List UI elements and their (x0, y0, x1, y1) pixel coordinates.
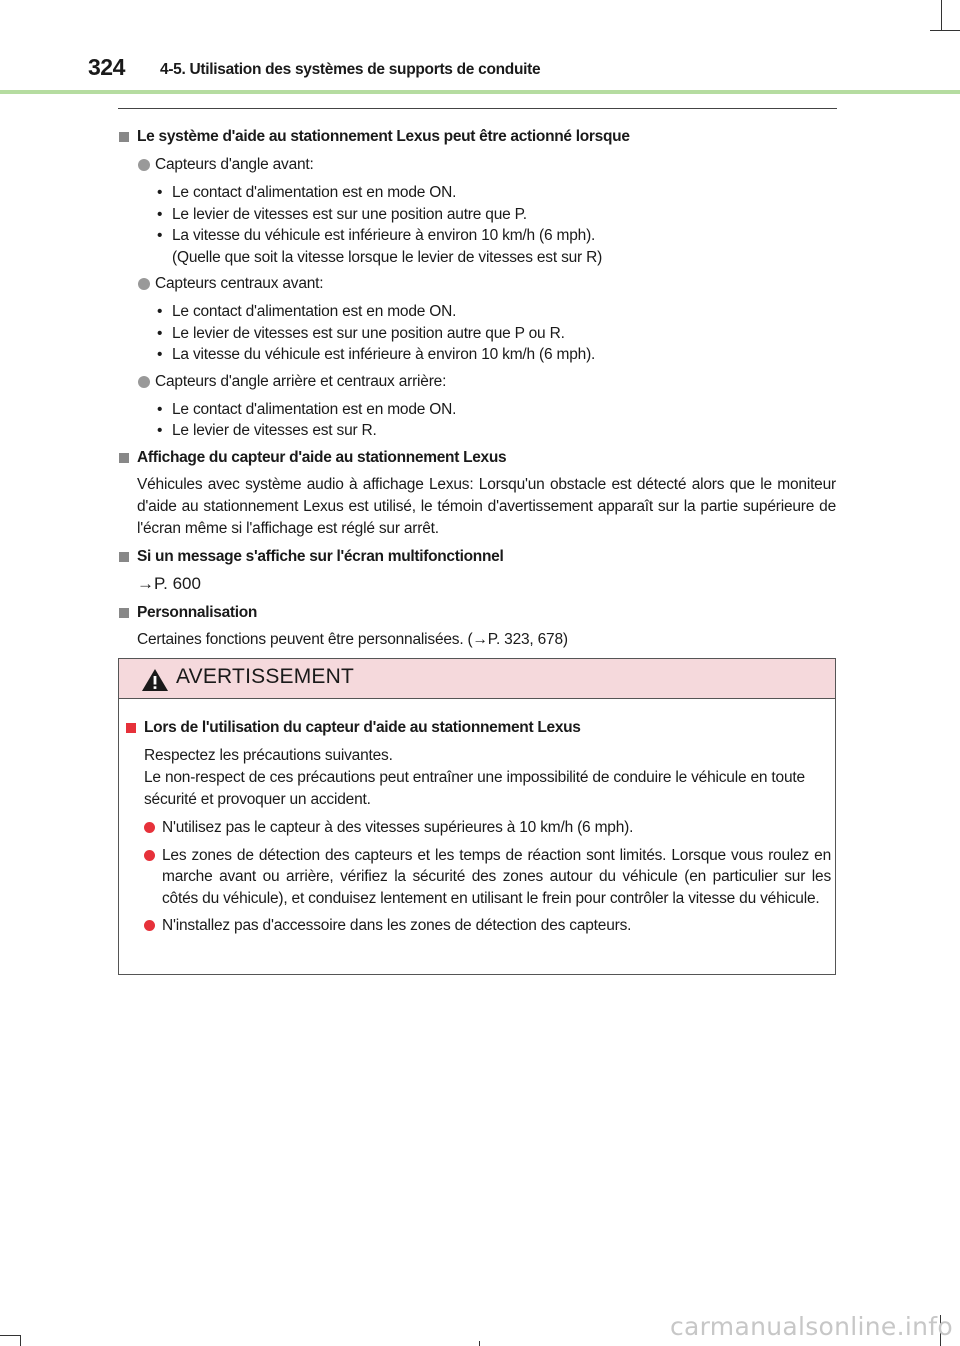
list-item: • La vitesse du véhicule est inférieure à environ 10 km/h (6 mph). (155, 344, 836, 366)
warning-triangle-icon (141, 668, 169, 692)
list-item: • Le contact d'alimentation est en mode ON. (155, 182, 836, 204)
content-top-rule (118, 108, 837, 109)
warning-item: N'installez pas d'accessoire dans les zones de détection des capteurs. (125, 915, 831, 937)
sub-label: Capteurs centraux avant: (155, 275, 324, 292)
bullet-icon: • (157, 346, 163, 363)
list-item: • Le levier de vitesses est sur une position autre que P ou R. (155, 323, 836, 345)
bullet-icon: • (157, 303, 163, 320)
section-paragraph: Certaines fonctions peuvent être personnalisées. (→P. 323, 678) (137, 630, 568, 648)
section-square-icon (119, 132, 129, 142)
crop-mark (0, 1335, 20, 1336)
watermark: carmanualsonline.info (670, 1312, 953, 1341)
list-item: • Le contact d'alimentation est en mode ON. (155, 399, 836, 421)
section-heading (118, 544, 836, 570)
warning-body (125, 715, 831, 943)
section-heading (118, 445, 836, 471)
bullet-icon: • (157, 422, 163, 439)
list-item: • Le levier de vitesses est sur une position autre que P. (155, 204, 836, 226)
red-square-icon (126, 723, 136, 733)
bullet-circle-icon (138, 278, 150, 290)
list-item: • Le contact d'alimentation est en mode ON. (155, 301, 836, 323)
sub-heading (118, 152, 836, 178)
condition-list (118, 182, 836, 268)
warning-header (119, 659, 835, 699)
crop-mark (941, 0, 942, 30)
sub-label: Capteurs d'angle avant: (155, 156, 314, 173)
warning-intro-line: Respectez les précautions suivantes. (144, 747, 393, 764)
red-bullet-icon (144, 920, 155, 931)
red-bullet-icon (144, 822, 155, 833)
warning-section-title: Lors de l'utilisation du capteur d'aide au stationnement Lexus (144, 719, 581, 736)
condition-list (118, 301, 836, 366)
section-heading (118, 124, 836, 150)
bullet-circle-icon (138, 159, 150, 171)
list-item: • Le levier de vitesses est sur R. (155, 420, 836, 442)
bullet-icon: • (157, 227, 163, 244)
section-title: Personnalisation (137, 603, 258, 621)
list-item-continuation: (Quelle que soit la vitesse lorsque le levier de vitesses est sur R) (172, 248, 603, 266)
page-content (118, 122, 836, 655)
sub-label: Capteurs d'angle arrière et centraux arrière: (155, 372, 447, 390)
section-paragraph: Véhicules avec système audio à affichage Lexus: Lorsqu'un obstacle est détecté alors que le moniteur d'aide au stationnement Lexus est utilisé, le témoin d'avertissement apparaît sur la partie supérieure de l'écran même si l'affichage est réglé sur arrêt. (137, 475, 836, 537)
warning-title: AVERTISSEMENT (176, 665, 355, 688)
bullet-circle-icon (138, 376, 150, 388)
crop-mark (930, 30, 960, 31)
section-square-icon (119, 552, 129, 562)
list-item: • La vitesse du véhicule est inférieure à environ 10 km/h (6 mph). (Quelle que soit la vitesse lorsque le levier de vitesses est sur R) (155, 225, 836, 268)
crop-mark (479, 1341, 480, 1346)
warning-section-heading (125, 715, 831, 741)
warning-item: N'utilisez pas le capteur à des vitesses supérieures à 10 km/h (6 mph). (125, 817, 831, 839)
warning-intro-line: Le non-respect de ces précautions peut entraîner une impossibilité de conduire le véhicule en toute sécurité et provoquer un accident. (144, 769, 805, 808)
red-bullet-icon (144, 850, 155, 861)
page-header (0, 0, 960, 96)
warning-intro (125, 745, 831, 811)
bullet-icon: • (157, 205, 163, 223)
warning-item: Les zones de détection des capteurs et les temps de réaction sont limités. Lorsque vous roulez en marche avant ou arrière, vérifiez la sécurité des zones autour du véhicule (en particulier sur les côtés du véhicule), et conduisez lentement en utilisant le frein pour contrôler la vitesse du véhicule. (125, 845, 831, 910)
bullet-icon: • (157, 400, 163, 418)
section-title: Le système d'aide au stationnement Lexus peut être actionné lorsque (137, 128, 630, 145)
chapter-title: 4-5. Utilisation des systèmes de supports de conduite (160, 61, 541, 78)
section-heading (118, 600, 836, 626)
bullet-icon: • (157, 324, 163, 342)
warning-box (118, 658, 836, 975)
section-square-icon (119, 608, 129, 618)
section-square-icon (119, 453, 129, 463)
crop-mark (20, 1335, 21, 1346)
sub-heading (118, 369, 836, 395)
section-title: Affichage du capteur d'aide au stationnement Lexus (137, 448, 507, 466)
sub-heading (118, 271, 836, 297)
page-number: 324 (88, 54, 125, 80)
section-title: Si un message s'affiche sur l'écran multifonctionnel (137, 547, 504, 565)
page-reference-link[interactable]: →P. 600 (137, 573, 201, 593)
condition-list (118, 399, 836, 442)
bullet-icon: • (157, 184, 163, 201)
header-rule (0, 90, 960, 94)
